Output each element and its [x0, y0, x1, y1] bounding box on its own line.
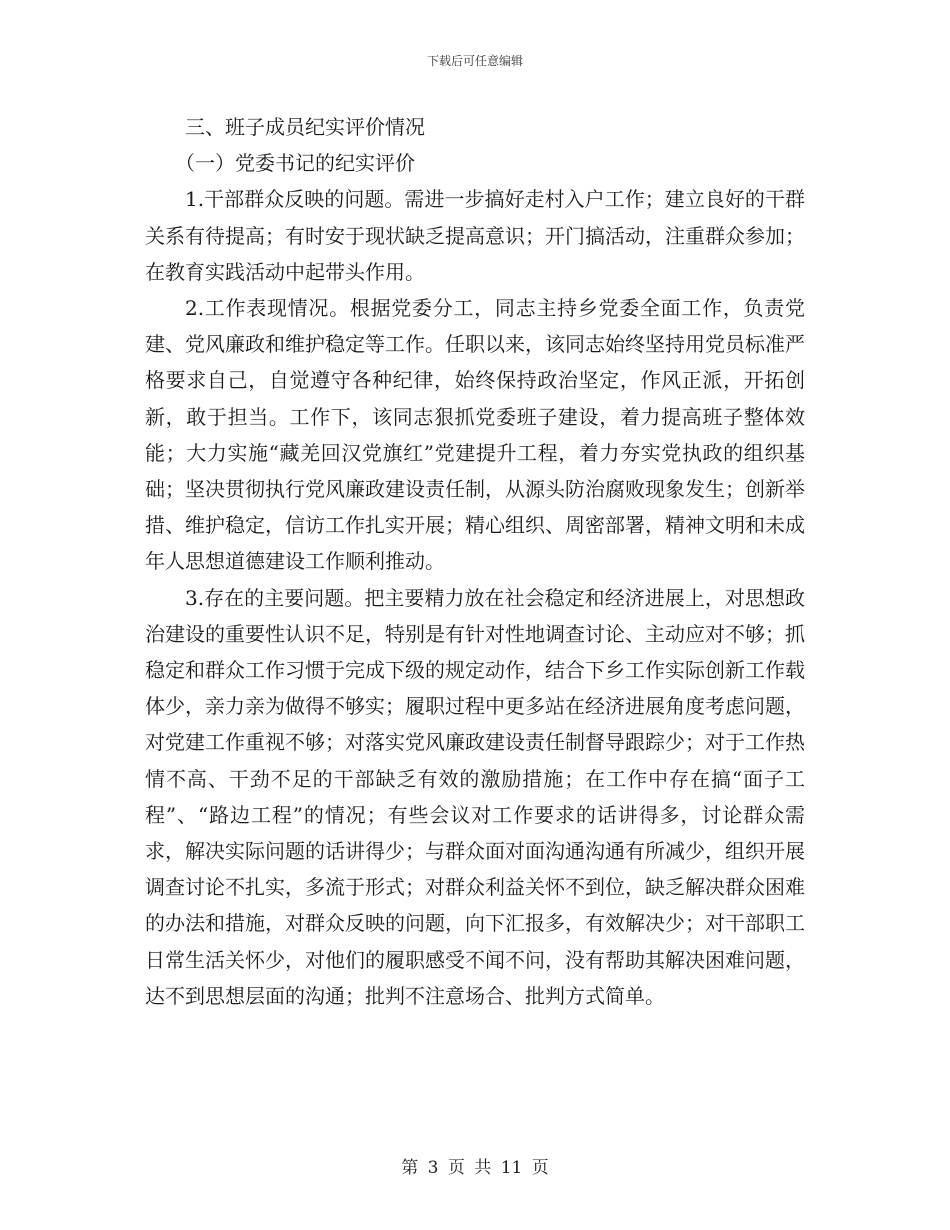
page-header-note: 下载后可任意编辑	[426, 54, 523, 68]
document-body	[145, 109, 805, 1014]
page-number-footer: 第 3 页 共 11 页	[401, 1158, 549, 1178]
paragraph-main-problems: 3.存在的主要问题。把主要精力放在社会稳定和经济进展上，对思想政治建设的重要性认识不足，特别是有针对性地调查讨论、主动应对不够；抓稳定和群众工作习惯于完成下级的规定动作，结合下乡工作实际创新工作载体少，亲力亲为做得不够实；履职过程中更多站在经济进展角度考虑问题，对党建工作重视不够；对落实党风廉政建设责任制督导跟踪少；对于工作热情不高、干劲不足的干部缺乏有效的激励措施；在工作中存在搞“面子工程”、“路边工程”的情况；有些会议对工作要求的话讲得多，讨论群众需求，解决实际问题的话讲得少；与群众面对面沟通沟通有所减少，组织开展调查讨论不扎实，多流于形式；对群众利益关怀不到位，缺乏解决群众困难的办法和措施，对群众反映的问题，向下汇报多，有效解决少；对干部职工日常生活关怀少，对他们的履职感受不闻不问，没有帮助其解决困难问题，达不到思想层面的沟通；批判不注意场合、批判方式简单。	[145, 585, 805, 1008]
paragraph-work-performance: 2.工作表现情况。根据党委分工，同志主持乡党委全面工作，负责党建、党风廉政和维护稳定等工作。任职以来，该同志始终坚持用党员标准严格要求自己，自觉遵守各种纪律，始终保持政治坚定，作风正派，开拓创新，敢于担当。工作下，该同志狠抓党委班子建设，着力提高班子整体效能；大力实施“藏羌回汉党旗红”党建提升工程，着力夯实党执政的组织基础；坚决贯彻执行党风廉政建设责任制，从源头防治腐败现象发生；创新举措、维护稳定，信访工作扎实开展；精心组织、周密部署，精神文明和未成年人思想道德建设工作顺利推动。	[145, 296, 805, 574]
subsection-title: （一）党委书记的纪实评价	[175, 151, 415, 176]
paragraph-issues-reported: 1.干部群众反映的问题。需进一步搞好走村入户工作；建立良好的干群关系有待提高；有时安于现状缺乏提高意识；开门搞活动，注重群众参加；在教育实践活动中起带头作用。	[145, 187, 805, 284]
section-title: 三、班子成员纪实评价情况	[185, 115, 425, 139]
